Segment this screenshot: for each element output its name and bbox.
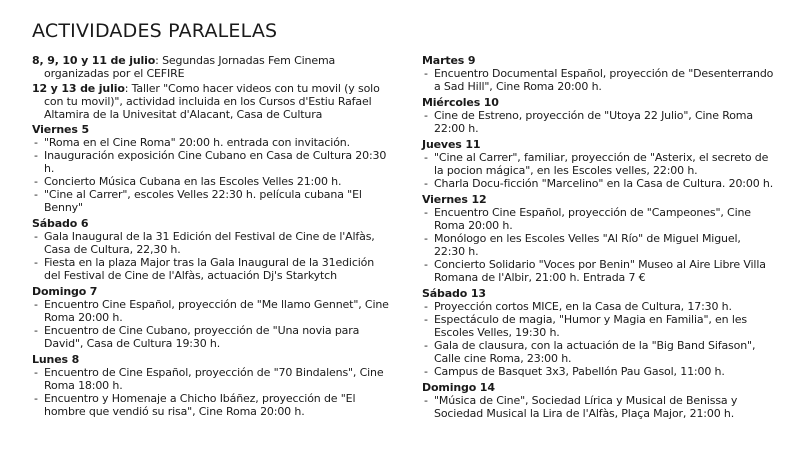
- day-title: Viernes 5: [32, 123, 89, 136]
- day-block: [422, 381, 774, 420]
- event-item: - Fiesta en la plaza Major tras la Gala Inaugural de la 31edición del Festival de Cine de l'Alfàs, actuación Dj's Starkytch: [32, 256, 393, 282]
- day-block: [32, 123, 393, 214]
- day-title: Sábado 13: [422, 287, 486, 300]
- event-item: - "Cine al Carrer", escoles Velles 22:30 h. película cubana "El Benny": [32, 188, 393, 214]
- event-item: - Inauguración exposición Cine Cubano en Casa de Cultura 20:30 h.: [32, 149, 393, 175]
- right-day-list: [422, 54, 774, 420]
- event-item: - Gala Inaugural de la 31 Edición del Festival de Cine de l'Alfàs, Casa de Cultura, 22,30 h.: [32, 230, 393, 256]
- day-title: Martes 9: [422, 54, 476, 67]
- day-title: Miércoles 10: [422, 96, 499, 109]
- event-list: [422, 109, 774, 135]
- page-title: ACTIVIDADES PARALELAS: [32, 20, 278, 42]
- day-block: [422, 96, 774, 135]
- intro-date: 8, 9, 10 y 11 de julio: [32, 54, 156, 67]
- event-list: [32, 298, 393, 350]
- day-block: [422, 287, 774, 378]
- event-item: - "Música de Cine", Sociedad Lírica y Musical de Benissa y Sociedad Musical la Lira de l'Alfàs, Plaça Major, 21:00 h.: [422, 394, 774, 420]
- event-item: - Cine de Estreno, proyección de "Utoya 22 Julio", Cine Roma 22:00 h.: [422, 109, 774, 135]
- day-title: Jueves 11: [422, 138, 481, 151]
- event-item: - Campus de Basquet 3x3, Pabellón Pau Gasol, 11:00 h.: [422, 365, 774, 378]
- event-list: [422, 300, 774, 378]
- intro-text: : Segundas Jornadas Fem Cinema organizadas por el CEFIRE: [44, 54, 336, 80]
- day-title: Domingo 7: [32, 285, 98, 298]
- left-day-list: [32, 123, 393, 418]
- day-block: [422, 138, 774, 190]
- left-column: [32, 54, 393, 418]
- event-list: [32, 230, 393, 282]
- intro-text: : Taller "Como hacer videos con tu movil (y solo con tu movil)", actividad incluida en los Cursos d'Estiu Rafael Altamira de la Univesitat d'Alacant, Casa de Cultura: [44, 82, 380, 121]
- event-list: [422, 151, 774, 190]
- day-block: [422, 193, 774, 284]
- event-item: - Proyección cortos MICE, en la Casa de Cultura, 17:30 h.: [422, 300, 774, 313]
- event-list: [32, 366, 393, 418]
- right-column: [422, 54, 774, 420]
- intro-date: 12 y 13 de julio: [32, 82, 125, 95]
- event-item: - Encuentro de Cine Español, proyección de "70 Bindalens", Cine Roma 18:00 h.: [32, 366, 393, 392]
- day-title: Viernes 12: [422, 193, 487, 206]
- day-block: [32, 353, 393, 418]
- event-item: - Espectáculo de magia, "Humor y Magia en Familia", en les Escoles Velles, 19:30 h.: [422, 313, 774, 339]
- day-title: Domingo 14: [422, 381, 495, 394]
- event-item: - "Roma en el Cine Roma" 20:00 h. entrada con invitación.: [32, 136, 393, 149]
- event-item: - Encuentro Cine Español, proyección de "Me llamo Gennet", Cine Roma 20:00 h.: [32, 298, 393, 324]
- event-item: - Monólogo en les Escoles Velles "Al Río" de Miguel Miguel, 22:30 h.: [422, 232, 774, 258]
- event-item: - Charla Docu-ficción "Marcelino" en la Casa de Cultura. 20:00 h.: [422, 177, 774, 190]
- event-item: - Encuentro de Cine Cubano, proyección de "Una novia para David", Casa de Cultura 19:30 h.: [32, 324, 393, 350]
- day-title: Lunes 8: [32, 353, 80, 366]
- day-title: Sábado 6: [32, 217, 89, 230]
- event-item: - Gala de clausura, con la actuación de la "Big Band Sifason", Calle cine Roma, 23:00 h.: [422, 339, 774, 365]
- event-list: [422, 394, 774, 420]
- event-item: - Encuentro y Homenaje a Chicho Ibáñez, proyección de "El hombre que vendió su risa", Cine Roma 20:00 h.: [32, 392, 393, 418]
- event-list: [32, 136, 393, 214]
- day-block: [32, 285, 393, 350]
- event-item: - Concierto Solidario "Voces por Benin" Museo al Aire Libre Villa Romana de l'Albir, 21:00 h. Entrada 7 €: [422, 258, 774, 284]
- event-list: [422, 206, 774, 284]
- event-list: [422, 67, 774, 93]
- event-item: - Encuentro Cine Español, proyección de "Campeones", Cine Roma 20:00 h.: [422, 206, 774, 232]
- day-block: [32, 217, 393, 282]
- intro-item: [32, 82, 393, 121]
- intro-item: [32, 54, 393, 80]
- event-item: - Encuentro Documental Español, proyección de "Desenterrando a Sad Hill", Cine Roma 20:00 h.: [422, 67, 774, 93]
- day-block: [422, 54, 774, 93]
- event-item: - "Cine al Carrer", familiar, proyección de "Asterix, el secreto de la pocion mágica", en les Escoles velles, 22:00 h.: [422, 151, 774, 177]
- event-item: - Concierto Música Cubana en las Escoles Velles 21:00 h.: [32, 175, 393, 188]
